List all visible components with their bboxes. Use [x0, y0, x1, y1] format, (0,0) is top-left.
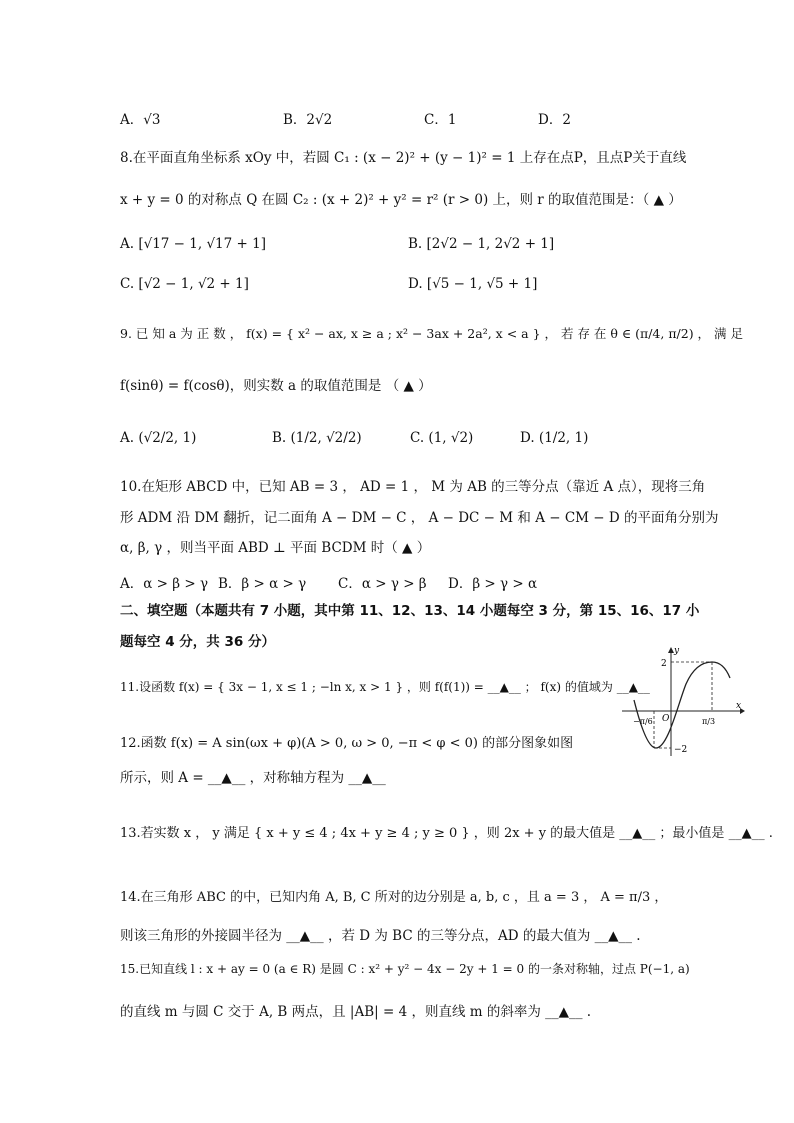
q7-option-a: A．√3 — [120, 112, 161, 128]
q9-option-a: A. (√2/2, 1) — [120, 430, 197, 446]
origin-label: O — [662, 714, 670, 724]
y-min-label: −2 — [674, 745, 688, 755]
q14-line2: 则该三角形的外接圆半径为 __▲__ ，若 D 为 BC 的三等分点，AD 的最大值为 __▲__ . — [120, 928, 641, 944]
q14-line1: 14.在三角形 ABC 的中，已知内角 A, B, C 所对的边分别是 a, b, c ，且 a = 3 ， A = π/3 ， — [120, 890, 668, 905]
x-axis-label: x — [736, 701, 742, 711]
q8-line2: x + y = 0 的对称点 Q 在圆 C₂ : (x + 2)² + y² = r² (r > 0) 上，则 r 的取值范围是：（ ▲ ） — [120, 192, 682, 208]
q10-line1: 10.在矩形 ABCD 中，已知 AB = 3 ， AD = 1 ， M 为 AB 的三等分点（靠近 A 点），现将三角 — [120, 479, 706, 495]
q10-option-c: C．α > γ > β — [338, 576, 427, 592]
q10-option-d: D．β > γ > α — [448, 576, 538, 592]
q11-text: 11.设函数 f(x) = { 3x − 1, x ≤ 1 ; −ln x, x > 1 } ，则 f(f(1)) = __▲__ ； f(x) 的值域为 __▲__ — [120, 680, 650, 694]
x-right-label: π/3 — [702, 717, 716, 726]
y-axis-label: y — [674, 646, 680, 656]
x-left-label: −π/6 — [633, 717, 653, 726]
q10-line2: 形 ADM 沿 DM 翻折，记二面角 A − DM − C ， A − DC − M 和 A − CM − D 的平面角分别为 — [120, 510, 719, 526]
q15-line2: 的直线 m 与圆 C 交于 A, B 两点，且 |AB| = 4 ，则直线 m 的斜率为 __▲__ . — [120, 1004, 592, 1020]
q10-option-b: B．β > α > γ — [218, 576, 307, 592]
section-2-heading-line2: 题每空 4 分，共 36 分） — [120, 634, 275, 650]
q8-option-a: A. [√17 − 1, √17 + 1] — [120, 236, 266, 252]
q13-text: 13.若实数 x ， y 满足 { x + y ≤ 4 ; 4x + y ≥ 4 ; y ≥ 0 } ，则 2x + y 的最大值是 __▲__ ；最小值是 __▲__ . — [120, 826, 773, 841]
q9-line2: f(sinθ) = f(cosθ)，则实数 a 的取值范围是 （ ▲ ） — [120, 378, 432, 394]
q7-option-d: D．2 — [538, 112, 571, 128]
q9-option-d: D. (1/2, 1) — [520, 430, 589, 446]
sine-curve — [634, 662, 730, 748]
q8-option-b: B. [2√2 − 1, 2√2 + 1] — [408, 236, 555, 252]
q9-line1: 9. 已 知 a 为 正 数 ， f(x) = { x² − ax, x ≥ a ; x² − 3ax + 2a², x < a } ， 若 存 在 θ ∈ (π/4, π/2) ， 满 足 — [120, 326, 743, 341]
q15-line1: 15.已知直线 l : x + ay = 0 (a ∈ R) 是圆 C : x² + y² − 4x − 2y + 1 = 0 的一条对称轴，过点 P(−1, a) — [120, 962, 690, 976]
section-2-heading-line1: 二、填空题（本题共有 7 小题，其中第 11、12、13、14 小题每空 3 分，第 15、16、17 小 — [120, 603, 700, 619]
q9-option-c: C. (1, √2) — [410, 430, 474, 446]
q12-line1: 12.函数 f(x) = A sin(ωx + φ)(A > 0, ω > 0, −π < φ < 0) 的部分图象如图 — [120, 736, 574, 751]
q9-option-b: B. (1/2, √2/2) — [272, 430, 362, 446]
q7-option-b: B．2√2 — [283, 112, 333, 128]
q10-line3: α, β, γ ，则当平面 ABD ⊥ 平面 BCDM 时（ ▲ ） — [120, 540, 431, 556]
y-max-label: 2 — [661, 659, 667, 669]
sine-graph — [616, 644, 746, 762]
q8-option-d: D. [√5 − 1, √5 + 1] — [408, 276, 538, 292]
q8-line1: 8.在平面直角坐标系 xOy 中，若圆 C₁ : (x − 2)² + (y − 1)² = 1 上存在点P，且点P关于直线 — [120, 150, 687, 166]
q10-option-a: A．α > β > γ — [120, 576, 209, 592]
q12-line2: 所示，则 A = __▲__ ，对称轴方程为 __▲__ — [120, 770, 386, 786]
q8-option-c: C. [√2 − 1, √2 + 1] — [120, 276, 249, 292]
q7-option-c: C．1 — [424, 112, 457, 128]
